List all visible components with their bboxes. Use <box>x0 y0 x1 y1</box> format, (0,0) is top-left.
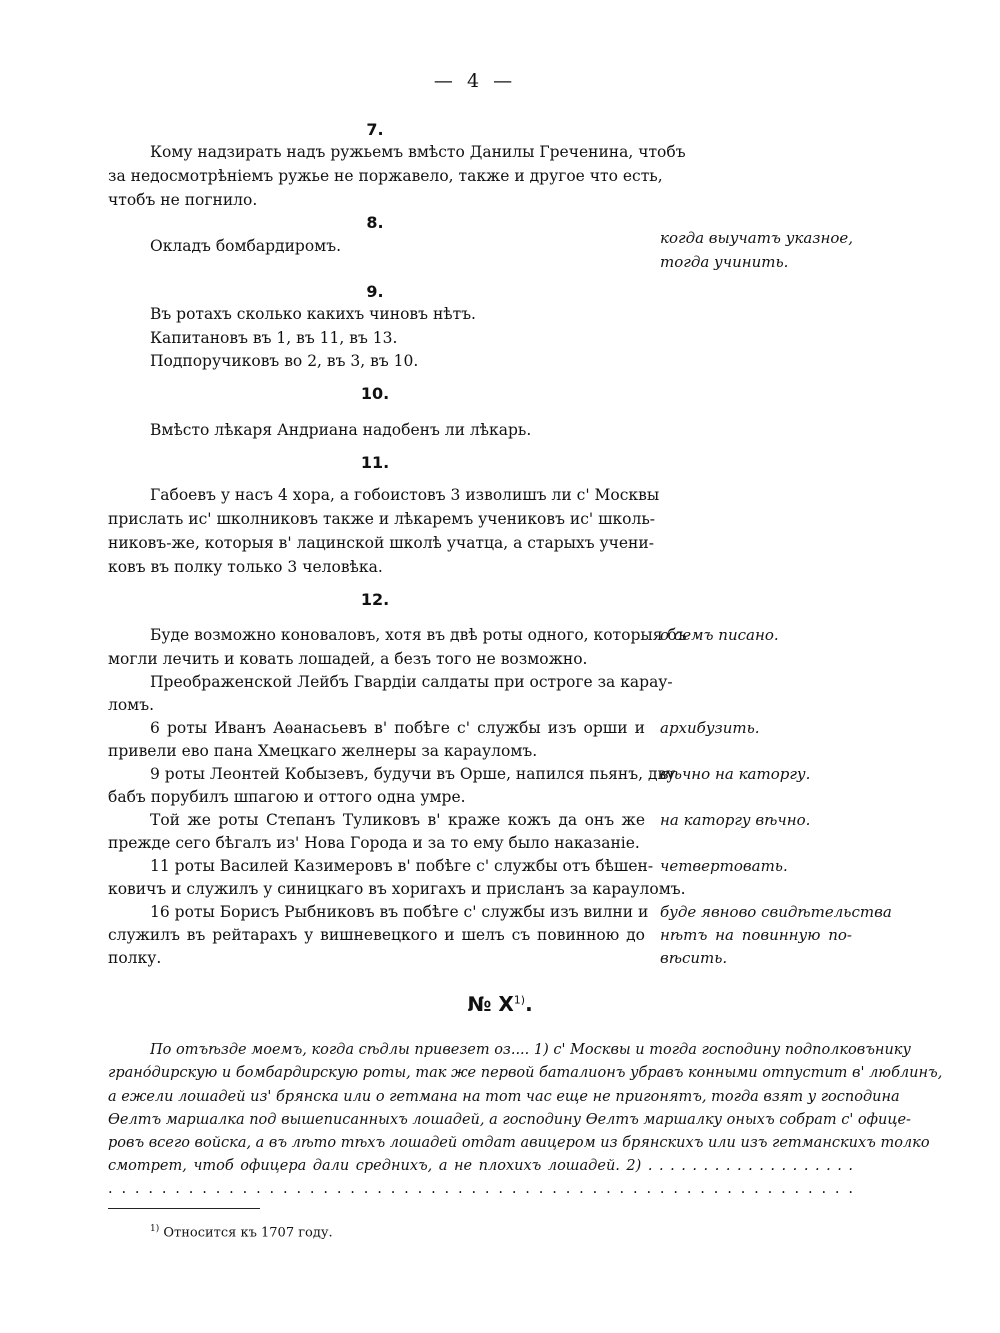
footnote-rule <box>108 1208 260 1209</box>
section-7-line-2: за недосмотрѣніемъ ружье не поржавело, также и другое что есть, <box>108 167 663 185</box>
footnote-text: Относится къ 1707 году. <box>163 1225 333 1241</box>
section-12-line-6: привели ево пана Хмецкаго желнеры за карауломъ. <box>108 742 538 760</box>
section-7-number: 7. <box>366 120 384 139</box>
section-12-line-5: 6 роты Иванъ Аѳанасьевъ в' побѣге с' службы изъ орши и <box>150 719 645 737</box>
section-12-line-12: ковичъ и служилъ у синицкаго въ хоригахъ и присланъ за карауломъ. <box>108 880 686 898</box>
document-heading-footnote-mark: 1) <box>513 993 526 1007</box>
document-line-2: грано́дирскую и бомбардирскую роты, так же первой баталионъ убравъ конными отпустит в' люблинъ, <box>108 1065 943 1081</box>
section-11-line-4: ковъ въ полку только 3 человѣка. <box>108 558 383 576</box>
section-7-line-1: Кому надзирать надъ ружьемъ вмѣсто Данилы Греченина, чтобъ <box>150 143 686 161</box>
document-line-1: По отъѣзде моемъ, когда сѣдлы привезет оз.... 1) с' Москвы и тогда господину подполковънику <box>150 1042 911 1058</box>
document-line-7-dots: . . . . . . . . . . . . . . . . . . . . . . . . . . . . . . . . . . . . . . . . . . . . . . . . . . . . . . . . <box>108 1181 853 1197</box>
section-10-line-1: Вмѣсто лѣкаря Андриана надобенъ ли лѣкарь. <box>150 421 532 439</box>
page-number: — 4 — <box>433 70 517 92</box>
section-11-line-1: Габоевъ у насъ 4 хора, а гобоистовъ 3 изволишъ ли с' Москвы <box>150 486 660 504</box>
section-12-line-2: могли лечить и ковать лошадей, а безъ того не возможно. <box>108 650 588 668</box>
section-12-line-14: служилъ въ рейтарахъ у вишневецкого и шелъ съ повинною до <box>108 926 645 944</box>
section-12-line-10: прежде сего бѣгалъ из' Нова Города и за то ему было наказаніе. <box>108 834 640 852</box>
section-8-note-line-1: когда выучатъ указное, <box>660 229 854 247</box>
margin-note-4: на каторгу вѣчно. <box>660 811 811 829</box>
document-line-6: смотрет, чтоб офицера дали среднихъ, а не плохихъ лошадей. 2) . . . . . . . . . . . . . . . . . . . <box>108 1158 853 1174</box>
margin-note-6-line-1: буде явново свидѣтельства <box>660 903 892 921</box>
section-11-line-2: прислать ис' школниковъ также и лѣкаремъ учениковъ ис' школь- <box>108 510 656 528</box>
section-12-line-4: ломъ. <box>108 696 155 714</box>
footnote <box>150 1224 333 1240</box>
section-12-line-13: 16 роты Борисъ Рыбниковъ въ побѣге с' службы изъ вилни и <box>150 903 649 921</box>
document-heading-period: . <box>525 992 533 1016</box>
section-9-line-3: Подпоручиковъ во 2, въ 3, въ 10. <box>150 352 419 370</box>
margin-note-3: вѣчно на каторгу. <box>660 765 811 783</box>
margin-note-5: четвертовать. <box>660 857 788 875</box>
section-11-number: 11. <box>360 453 390 472</box>
section-12-line-3: Преображенской Лейбъ Гвардіи салдаты при остроге за карау- <box>150 673 673 691</box>
section-8-note-line-2: тогда учинить. <box>660 253 789 271</box>
margin-note-1: о семъ писано. <box>660 626 779 644</box>
section-12-line-11: 11 роты Василей Казимеровъ в' побѣге с' службы отъ бѣшен- <box>150 857 654 875</box>
section-12-line-15: полку. <box>108 949 162 967</box>
document-line-5: ровъ всего войска, а въ лѣто тѣхъ лошадей отдат авицером из брянскихъ или изъ гетманскихъ толко <box>108 1135 930 1151</box>
margin-note-6-line-2: нѣтъ на повинную по- <box>660 926 852 944</box>
document-heading-text: № X <box>467 992 514 1016</box>
section-9-number: 9. <box>366 282 384 301</box>
section-7-line-3: чтобъ не погнило. <box>108 191 258 209</box>
section-8-number: 8. <box>366 213 384 232</box>
section-12-line-7: 9 роты Леонтей Кобызевъ, будучи въ Орше, напился пьянъ, дву <box>150 765 676 783</box>
section-8-line-1: Окладъ бомбардиромъ. <box>150 237 342 255</box>
margin-note-2: архибузить. <box>660 719 760 737</box>
footnote-mark: 1) <box>150 1224 160 1234</box>
document-line-4: Ѳелтъ маршалка под вышеписанныхъ лошадей, а господину Ѳелтъ маршалку оныхъ собрат с' офице- <box>108 1112 911 1128</box>
section-9-line-2: Капитановъ въ 1, въ 11, въ 13. <box>150 329 398 347</box>
margin-note-6-line-3: вѣсить. <box>660 949 728 967</box>
section-12-line-8: бабъ порубилъ шпагою и оттого одна умре. <box>108 788 466 806</box>
document-heading <box>0 992 1000 1016</box>
section-11-line-3: никовъ-же, которыя в' лацинской школѣ учатца, а старыхъ учени- <box>108 534 654 552</box>
section-12-line-9: Той же роты Степанъ Туликовъ в' краже кожъ да онъ же <box>150 811 645 829</box>
section-9-line-1: Въ ротахъ сколько какихъ чиновъ нѣтъ. <box>150 305 476 323</box>
section-12-number: 12. <box>360 590 390 609</box>
document-line-3: а ежели лошадей из' брянска или о гетмана на тот час еще не пригонятъ, тогда взят у господина <box>108 1089 900 1105</box>
section-10-number: 10. <box>360 384 390 403</box>
section-12-line-1: Буде возможно коноваловъ, хотя въ двѣ роты одного, которыя бъ <box>150 626 687 644</box>
